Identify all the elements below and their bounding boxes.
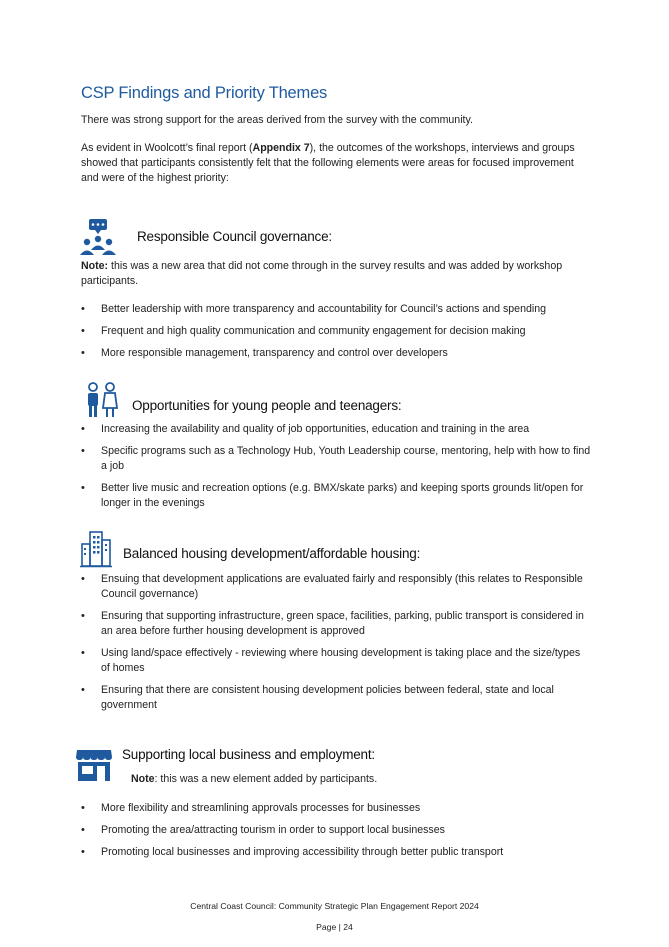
page-title: CSP Findings and Priority Themes xyxy=(81,84,328,102)
list-item: • More flexibility and streamlining approvals processes for businesses xyxy=(81,801,591,816)
business-list xyxy=(81,801,591,867)
section-title-young-people: Opportunities for young people and teenagers: xyxy=(132,398,402,413)
list-item: • Better live music and recreation options (e.g. BMX/skate parks) and keeping sports grounds lit/open for longer in the evenings xyxy=(81,481,591,511)
section-title-governance: Responsible Council governance: xyxy=(137,229,332,244)
list-item: • Promoting local businesses and improving accessibility through better public transport xyxy=(81,845,591,860)
list-item: • Promoting the area/attracting tourism in order to support local businesses xyxy=(81,823,591,838)
list-item: • Frequent and high quality communication and community engagement for decision making xyxy=(81,324,591,339)
young-people-icon xyxy=(84,382,120,418)
list-item: • Ensuing that development applications are evaluated fairly and responsibly (this relates to Responsible Council governance) xyxy=(81,572,591,602)
young-people-list xyxy=(81,422,591,518)
intro-paragraph: There was strong support for the areas derived from the survey with the community. xyxy=(81,114,473,126)
section-note-business: Note: this was a new element added by participants. xyxy=(131,773,378,785)
people-chat-icon xyxy=(79,219,117,257)
list-item: • Increasing the availability and quality of job opportunities, education and training in the area xyxy=(81,422,591,437)
governance-list xyxy=(81,302,591,368)
list-item: • Using land/space effectively - reviewing where housing development is taking place and the size/types of homes xyxy=(81,646,591,676)
intro-paragraph-2: As evident in Woolcott’s final report (Appendix 7), the outcomes of the workshops, interviews and groups showed that participants consistently felt that the following elements were areas for focused improvement and were of the highest priority: xyxy=(81,142,575,184)
list-item: • Specific programs such as a Technology Hub, Youth Leadership course, mentoring, help with how to find a job xyxy=(81,444,591,474)
list-item: • Ensuring that supporting infrastructure, green space, facilities, parking, public transport is considered in an area before further housing development is approved xyxy=(81,609,591,639)
buildings-icon xyxy=(80,530,112,568)
section-note-governance: Note: this was a new area that did not come through in the survey results and was added by workshop participants. xyxy=(81,260,563,287)
storefront-icon xyxy=(75,748,113,782)
section-title-business: Supporting local business and employment: xyxy=(122,747,375,762)
footer-page-number: Page | 24 xyxy=(316,922,353,932)
housing-list xyxy=(81,572,591,720)
list-item: • Ensuring that there are consistent housing development policies between federal, state and local government xyxy=(81,683,591,713)
footer-report-title: Central Coast Council: Community Strategic Plan Engagement Report 2024 xyxy=(190,901,479,911)
list-item: • Better leadership with more transparency and accountability for Council’s actions and spending xyxy=(81,302,591,317)
list-item: • More responsible management, transparency and control over developers xyxy=(81,346,591,361)
section-title-housing: Balanced housing development/affordable housing: xyxy=(123,546,421,561)
